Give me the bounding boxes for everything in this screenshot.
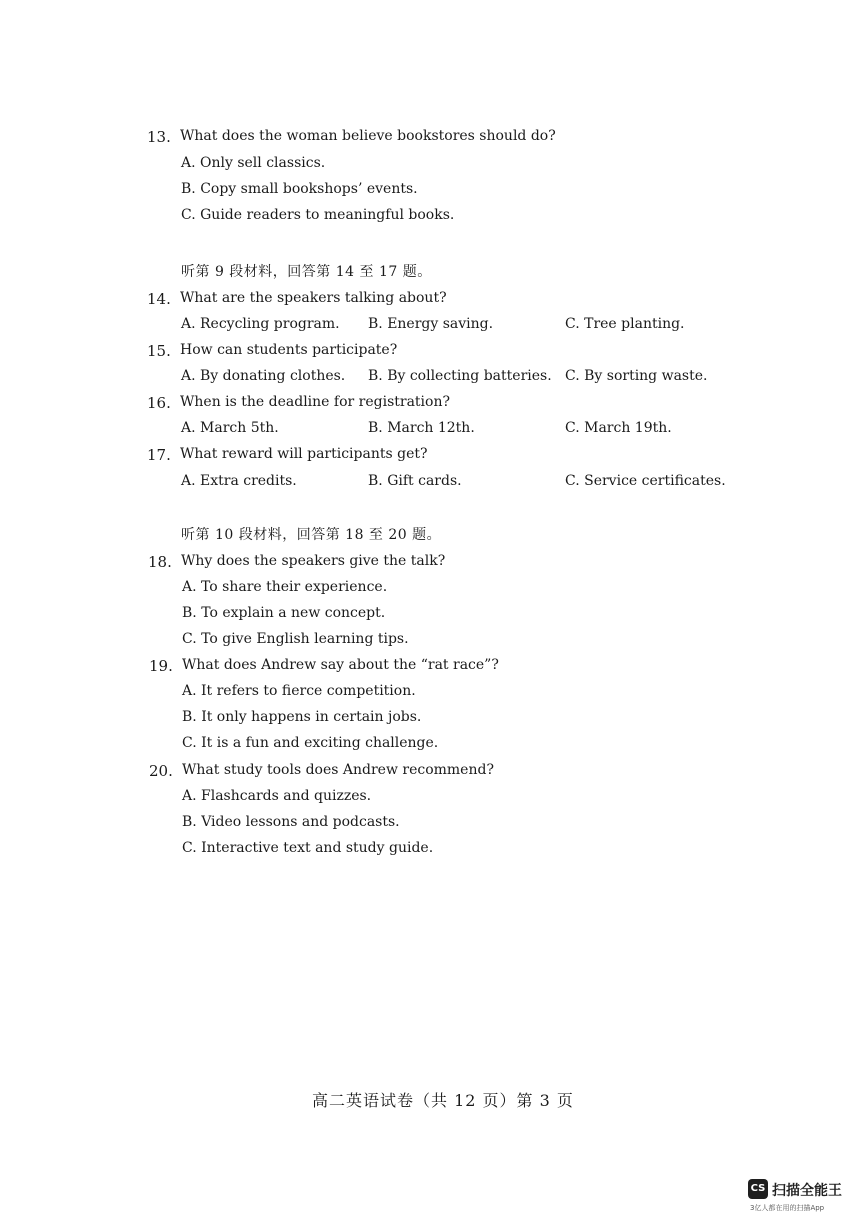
question-20-option-c: C. Interactive text and study guide.	[182, 840, 434, 856]
question-16-option-b: B. March 12th.	[368, 420, 475, 436]
page-footer: 高二英语试卷（共 12 页）第 3 页	[312, 1091, 574, 1110]
question-18-option-a: A. To share their experience.	[182, 579, 388, 595]
question-16-number: 16.	[147, 394, 171, 412]
question-13-option-a: A. Only sell classics.	[181, 155, 326, 171]
question-20-number: 20.	[149, 762, 173, 780]
watermark-app-name: 扫描全能王	[772, 1183, 842, 1199]
question-17-option-c: C. Service certificates.	[565, 473, 726, 489]
question-15-text: How can students participate?	[180, 342, 398, 358]
question-14-option-c: C. Tree planting.	[565, 316, 685, 332]
question-19-number: 19.	[149, 657, 173, 675]
question-20-option-a: A. Flashcards and quizzes.	[182, 788, 372, 804]
question-19-option-c: C. It is a fun and exciting challenge.	[182, 735, 439, 751]
question-19-option-b: B. It only happens in certain jobs.	[182, 709, 422, 725]
question-13-number: 13.	[147, 128, 171, 146]
section-10-heading: 听第 10 段材料，回答第 18 至 20 题。	[181, 527, 442, 543]
question-18-number: 18.	[148, 553, 172, 571]
question-14-text: What are the speakers talking about?	[180, 290, 447, 306]
watermark-tagline: 3亿人都在用的扫描App	[750, 1204, 825, 1212]
question-17-option-b: B. Gift cards.	[368, 473, 462, 489]
question-13-text: What does the woman believe bookstores should do?	[180, 128, 556, 144]
question-16-option-a: A. March 5th.	[181, 420, 279, 436]
question-19-option-a: A. It refers to fierce competition.	[182, 683, 416, 699]
question-15-option-b: B. By collecting batteries.	[368, 368, 552, 384]
question-13-option-b: B. Copy small bookshops’ events.	[181, 181, 418, 197]
question-19-text: What does Andrew say about the “rat race”?	[182, 657, 499, 673]
question-13-option-c: C. Guide readers to meaningful books.	[181, 207, 455, 223]
question-16-text: When is the deadline for registration?	[180, 394, 450, 410]
question-15-number: 15.	[147, 342, 171, 360]
question-17-option-a: A. Extra credits.	[181, 473, 297, 489]
question-20-option-b: B. Video lessons and podcasts.	[182, 814, 400, 830]
question-15-option-c: C. By sorting waste.	[565, 368, 708, 384]
question-18-text: Why does the speakers give the talk?	[181, 553, 446, 569]
question-18-option-b: B. To explain a new concept.	[182, 605, 386, 621]
section-9-heading: 听第 9 段材料，回答第 14 至 17 题。	[181, 264, 432, 280]
camscanner-logo-icon: CS	[748, 1179, 768, 1199]
question-17-text: What reward will participants get?	[180, 446, 428, 462]
question-20-text: What study tools does Andrew recommend?	[182, 762, 494, 778]
question-17-number: 17.	[147, 446, 171, 464]
question-14-number: 14.	[147, 290, 171, 308]
question-18-option-c: C. To give English learning tips.	[182, 631, 409, 647]
question-14-option-b: B. Energy saving.	[368, 316, 494, 332]
question-15-option-a: A. By donating clothes.	[181, 368, 346, 384]
question-14-option-a: A. Recycling program.	[181, 316, 340, 332]
scanner-watermark	[748, 1179, 858, 1219]
question-16-option-c: C. March 19th.	[565, 420, 672, 436]
